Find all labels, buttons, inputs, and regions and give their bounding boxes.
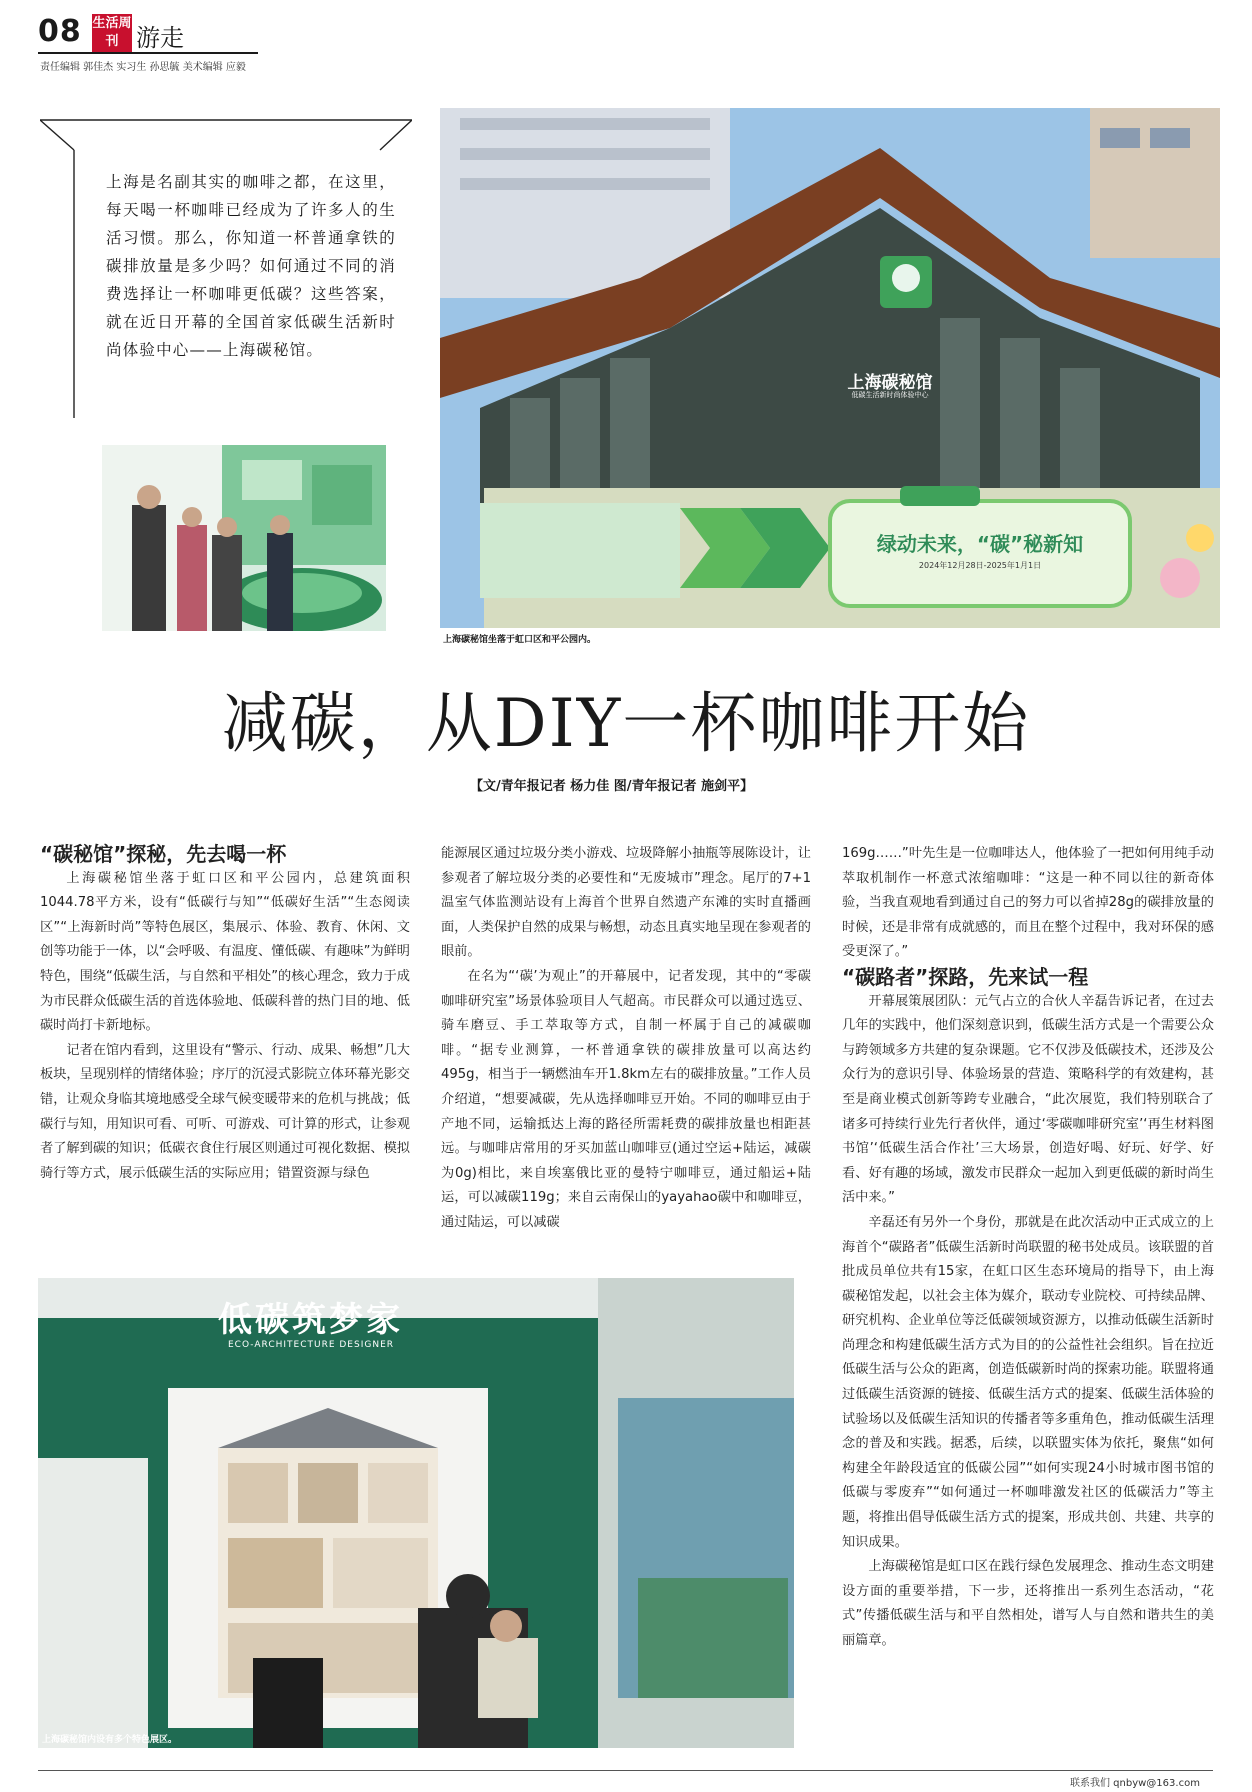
section-heading-1: “碳秘馆”探秘，先去喝一杯	[40, 842, 287, 866]
column-3	[842, 842, 1214, 1654]
column-1	[40, 842, 410, 1186]
section-heading-2: “碳路者”探路，先来试一程	[842, 964, 1089, 989]
footer-rule	[38, 1770, 1213, 1771]
photo-exhibit	[38, 1278, 794, 1748]
exhibit-sign: 低碳筑梦家	[218, 1300, 403, 1340]
exhibit-sign-en: ECO-ARCHITECTURE DESIGNER	[228, 1340, 395, 1350]
bottom-photo-caption: 上海碳秘馆内设有多个特色展区。	[42, 1735, 178, 1745]
column-2	[441, 842, 811, 1236]
paragraph: 能源展区通过垃圾分类小游戏、垃圾降解小抽瓶等展陈设计，让参观者了解垃圾分类的必要性和“无废城市”理念。尾厅的7+1温室气体监测站设有上海首个世界自然遗产东滩的实时直播画面，人类保护自然的成果与畅想，动态且真实地呈现在参观者的眼前。	[441, 846, 811, 960]
header-rule	[38, 52, 258, 54]
paragraph: 上海碳秘馆坐落于虹口区和平公园内，总建筑面积1044.78平方米，设有“低碳行与知”“低碳好生活”“生态阅读区”“上海新时尚”等特色展区，集展示、体验、教育、休闲、文创等功能于一体，以“会呼吸、有温度、懂低碳、有趣味”为鲜明特色，围绕“低碳生活，与自然和平相处”的核心理念，致力于成为市民群众低碳生活的首选体验地、低碳科普的热门目的地、低碳时尚打卡新地标。	[40, 870, 410, 1034]
byline: 【文/青年报记者 杨力佳 图/青年报记者 施剑平】	[470, 779, 754, 794]
paragraph: 169g……”叶先生是一位咖啡达人，他体验了一把如何用纯手动萃取机制作一杯意式浓缩咖啡：“这是一种不同以往的新奇体验，当我直观地看到通过自己的努力可以省掉28g的碳排放量的时候，还是非常有成就感的，而且在整个过程中，我对环保的感受更深了。”	[842, 846, 1214, 960]
banner-slogan: 绿动未来，“碳”秘新知	[876, 532, 1084, 556]
building-sign-sub: 低碳生活新时尚体验中心	[851, 391, 929, 399]
article-title: 减碳，从DIY一杯咖啡开始	[221, 685, 1031, 762]
logo-text: 生活周刊	[92, 16, 132, 49]
photo-building	[440, 108, 1220, 628]
section-title: 游走	[136, 24, 184, 52]
intro-paragraph: 上海是名副其实的咖啡之都，在这里，每天喝一杯咖啡已经成为了许多人的生活习惯。那么，你知道一杯普通拿铁的碳排放量是多少吗？如何通过不同的消费选择让一杯咖啡更低碳？这些答案，就在近日开幕的全国首家低碳生活新时尚体验中心——上海碳秘馆。	[106, 173, 396, 359]
paragraph: 辛磊还有另外一个身份，那就是在此次活动中正式成立的上海首个“碳路者”低碳生活新时尚联盟的秘书处成员。该联盟的首批成员单位共有15家，在虹口区生态环境局的指导下，由上海碳秘馆发起，以社会主体为媒介，联动专业院校、可持续品牌、研究机构、企业单位等泛低碳领域资源方，以推动低碳生活新时尚理念和构建低碳生活方式为目的的公益性社会组织。旨在拉近低碳生活与公众的距离，创造低碳新时尚的探索功能。联盟将通过低碳生活资源的链接、低碳生活方式的提案、低碳生活体验的试验场以及低碳生活知识的传播者等多重角色，推动低碳生活理念的普及和实践。据悉，后续，以联盟实体为依托，聚焦“如何构建全年龄段适宜的低碳公园”“如何实现24小时城市图书馆的低碳与零废弃”“如何通过一杯咖啡激发社区的低碳活力”等主题，将推出倡导低碳生活方式的提案，形成共创、共建、共享的知识成果。	[842, 1214, 1214, 1550]
page-number: 08	[38, 14, 82, 49]
banner-date: 2024年12月28日-2025年1月1日	[918, 561, 1042, 570]
editor-credits: 责任编辑 郭佳杰 实习生 孙思毓 美术编辑 应毅	[40, 62, 246, 73]
paragraph: 开幕展策展团队：元气占立的合伙人辛磊告诉记者，在过去几年的实践中，他们深刻意识到，低碳生活方式是一个需要公众与跨领域多方共建的复杂课题。它不仅涉及低碳技术，还涉及公众行为的意识引导、体验场景的营造、策略科学的有效建构，甚至是商业模式创新等跨专业融合，“此次展览，我们特别联合了诸多可持续行业先行者伙伴，通过‘零碳咖啡研究室’‘再生材料图书馆’‘低碳生活合作社’三大场景，创造好喝、好玩、好学、好看、好有趣的场域，激发市民群众一起加入到更低碳的新时尚生活中来。”	[842, 993, 1214, 1206]
paragraph: 记者在馆内看到，这里设有“警示、行动、成果、畅想”几大板块，呈现别样的情绪体验；序厅的沉浸式影院立体环幕光影交错，让观众身临其境地感受全球气候变暖带来的危机与挑战；低碳行与知，用知识可看、可听、可游戏、可计算的形式，让参观者了解到碳的知识；低碳衣食住行展区则通过可视化数据、模拟骑行等方式，展示低碳生活的实际应用；错置资源与绿色	[40, 1042, 410, 1181]
top-photo-caption: 上海碳秘馆坐落于虹口区和平公园内。	[443, 635, 597, 645]
publication-logo	[92, 14, 132, 52]
photo-visitors	[102, 445, 386, 631]
paragraph: 上海碳秘馆是虹口区在践行绿色发展理念、推动生态文明建设方面的重要举措，下一步，还将推出一系列生态活动，“花式”传播低碳生活与和平自然相处，谱写人与自然和谐共生的美丽篇章。	[842, 1559, 1214, 1648]
building-sign: 上海碳秘馆	[847, 373, 933, 393]
footer-contact: 联系我们 qnbyw@163.com	[1070, 1778, 1200, 1789]
paragraph: 在名为“‘碳’为观止”的开幕展中，记者发现，其中的“零碳咖啡研究室”场景体验项目人气超高。市民群众可以通过选豆、骑车磨豆、手工萃取等方式，自制一杯属于自己的减碳咖啡。“据专业测算，一杯普通拿铁的碳排放量可以高达约495g，相当于一辆燃油车开1.8km左右的碳排放量。”工作人员介绍道，“想要减碳，先从选择咖啡豆开始。不同的咖啡豆由于产地不同，运输抵达上海的路径所需耗费的碳排放量也相距甚远。与咖啡店常用的牙买加蓝山咖啡豆(通过空运+陆运，减碳为0g)相比，来自埃塞俄比亚的曼特宁咖啡豆，通过船运+陆运，可以减碳119g；来自云南保山的yayahao碳中和咖啡豆，通过陆运，可以减碳	[441, 968, 811, 1230]
